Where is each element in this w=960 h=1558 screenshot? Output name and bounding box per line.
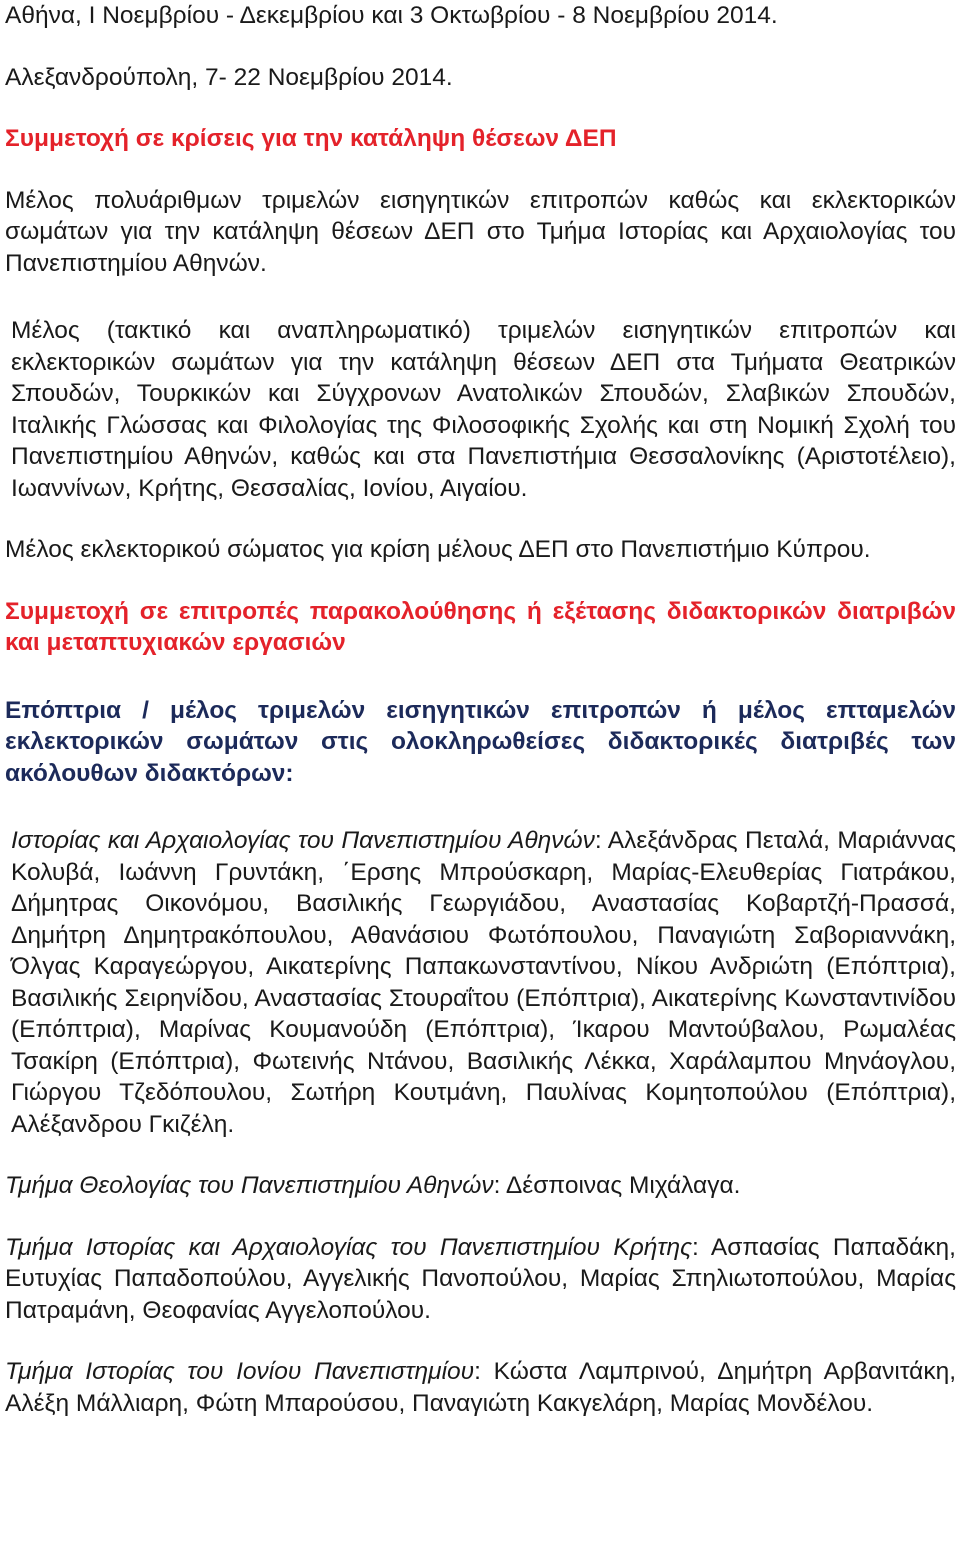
entry-athens-theology [5,1170,956,1202]
entry-ionian-history [5,1356,956,1419]
entry-names: : Αλεξάνδρας Πεταλά, Μαριάννας Κολυβά, Ιωάννη Γρυντάκη, ΄Ερσης Μπρούσκαρη, Μαρίας-Ελευθερίας Γιατράκου, Δήμητρας Οικονόμου, Βασιλικής Γεωργιάδου, Αναστασίας Κοβαρτζή-Πρασσά, Δημήτρη Δημητρακόπουλου, Αθανάσιου Φωτόπουλου, Παναγιώτη Σαβοριαννάκη, Όλγας Καραγεώργου, Αικατερίνης Παπακωνσταντίνου, Νίκου Ανδριώτη (Επόπτρια), Βασιλικής Σειρηνίδου, Αναστασίας Στουραΐτου (Επόπτρια), Αικατερίνης Κωνσταντινίδου (Επόπτρια), Μαρίνας Κουμανούδη (Επόπτρια), Ίκαρου Μαντούβαλου, Ρωμαλέας Τσακίρη (Επόπτρια), Φωτεινής Ντάνου, Βασιλικής Λέκκα, Χαράλαμπου Μηνάογλου, Γιώργου Τζεδόπουλου, Σωτήρη Κουτμάνη, Παυλίνας Κομητοπούλου (Επόπτρια), Αλέξανδρου Γκιζέλη. [11,827,956,1138]
entry-crete-history [5,1232,956,1327]
section-heading-dissertation-committees: Συμμετοχή σε επιτροπές παρακολούθησης ή εξέτασης διδακτορικών διατριβών και μεταπτυχιακών εργασιών [5,597,956,656]
document-page [5,0,956,1419]
paragraph-cyprus: Μέλος εκλεκτορικού σώματος για κρίση μέλους ΔΕΠ στο Πανεπιστήμιο Κύπρου. [5,536,871,563]
paragraph-athens-committees: Μέλος πολυάριθμων τριμελών εισηγητικών επιτροπών καθώς και εκλεκτορικών σωμάτων για την κατάληψη θέσεων ΔΕΠ στο Τμήμα Ιστορίας και Αρχαιολογίας του Πανεπιστημίου Αθηνών. [5,186,956,277]
section-heading-faculty-evaluations: Συμμετοχή σε κρίσεις για την κατάληψη θέσεων ΔΕΠ [5,125,617,152]
paragraph-other-committees: Μέλος (τακτικό και αναπληρωματικό) τριμελών εισηγητικών επιτροπών και εκλεκτορικών σωμάτων για την κατάληψη θέσεων ΔΕΠ στα Τμήματα Θεατρικών Σπουδών, Τουρκικών και Σύγχρονων Ανατολικών Σπουδών, Σλαβικών Σπουδών, Ιταλικής Γλώσσας και Φιλολογίας της Φιλοσοφικής Σχολής και στη Νομική Σχολή του Πανεπιστημίου Αθηνών, καθώς και στα Πανεπιστήμια Θεσσαλονίκης (Αριστοτέλειο), Ιωαννίνων, Κρήτης, Θεσσαλίας, Ιονίου, Αιγαίου. [11,317,956,502]
entry-names: : Κώστα Λαμπρινού, Δημήτρη Αρβανιτάκη, Αλέξη Μάλλιαρη, Φώτη Μπαρούσου, Παναγιώτη Κακγελάρη, Μαρίας Μονδέλου. [5,1358,957,1417]
entry-names: : Δέσποινας Μιχάλαγα. [493,1172,741,1199]
entry-names: : Ασπασίας Παπαδάκη, Ευτυχίας Παπαδοπούλου, Αγγελικής Πανοπούλου, Μαρίας Σπηλιωτοπούλου, Μαρίας Πατραμάνη, Θεοφανίας Αγγελοπούλου. [5,1233,956,1324]
alexandroupoli-line: Αλεξανδρούπολη, 7- 22 Νοεμβρίου 2014. [5,63,453,91]
entry-athens-history [5,825,956,1140]
entry-department: Τμήμα Ιστορίας του Ιονίου Πανεπιστημίου [5,1358,475,1385]
entry-department: Ιστορίας και Αρχαιολογίας του Πανεπιστημίου Αθηνών [11,827,595,854]
athens-line: Αθήνα, Ι Νοεμβρίου - Δεκεμβρίου και 3 Οκτωβρίου - 8 Νοεμβρίου 2014. [5,2,778,29]
subheading-supervised-doctors: Επόπτρια / μέλος τριμελών εισηγητικών επιτροπών ή μέλος επταμελών εκλεκτορικών σωμάτων στις ολοκληρωθείσες διδακτορικές διατριβές των ακόλουθων διδακτόρων: [5,696,956,787]
entry-department: Τμήμα Ιστορίας και Αρχαιολογίας του Πανεπιστημίου Κρήτης [5,1233,693,1261]
entry-department: Τμήμα Θεολογίας του Πανεπιστημίου Αθηνών [5,1172,494,1199]
